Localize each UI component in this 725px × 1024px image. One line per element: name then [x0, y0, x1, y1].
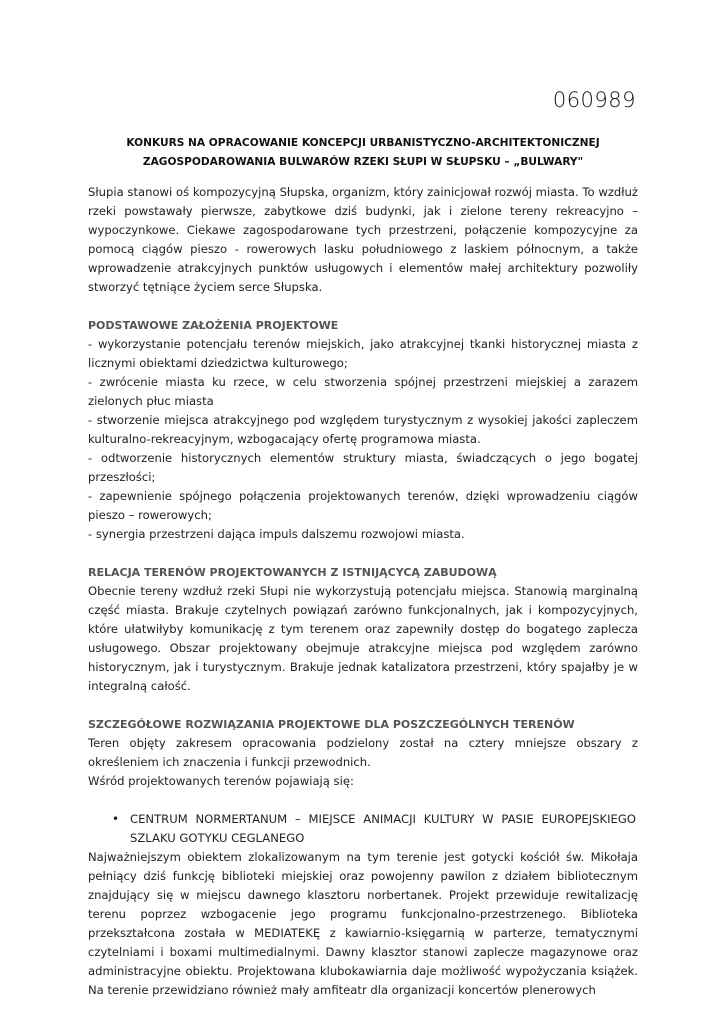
detailed-paragraph-2: Wśród projektowanych terenów pojawiają się: [88, 774, 354, 788]
intro-paragraph: Słupia stanowi oś kompozycyjną Słupska, organizm, który zainicjował rozwój miasta. To wzdłuż rzeki powstawały pierwsze, zabytkowe dziś budynki, jak i zielone tereny rekreacyjno – wypoczynkowe. Ciekawe zagospodarowane tych przestrzeni, połączenie kompozycyjne za pomocą ciągów pieszo - rowerowych lasku południowego z laskiem północnym, a także wprowadzenie atrakcyjnych punktów usługowych i elementów małej architektury pozwoliły stworzyć tętniące życiem serce Słupska. [88, 185, 638, 294]
relation-paragraph: Obecnie tereny wzdłuż rzeki Słupi nie wykorzystują potencjału miejsca. Stanowią marginalną część miasta. Brakuje czytelnych powiązań zarówno funkcjonalnych, jak i kompozycyjnych, które ułatwiłyby komunikację z tym terenem oraz zapewniły dostęp do bogatego zaplecza usługowego. Obszar projektowany obejmuje atrakcyjne miejsca pod względem zarówno historycznym, jak i turystycznym. Brakuje jednak katalizatora przestrzeni, który spajałby je w integralną całość. [88, 584, 638, 693]
detailed-paragraph-1: Teren objęty zakresem opracowania podzielony został na cztery mniejsze obszary z określeniem ich znaczenia i funkcji przewodnich. [88, 736, 638, 769]
spacer [88, 544, 638, 563]
spacer [88, 297, 638, 316]
spacer [88, 791, 638, 810]
assumption-item: - zwrócenie miasta ku rzece, w celu stworzenia spójnej przestrzeni miejskiej a zarazem zielonych płuc miasta [88, 375, 638, 408]
assumption-item: - odtworzenie historycznych elementów struktury miasta, świadczących o jego bogatej przeszłości; [88, 451, 638, 484]
assumption-item: - synergia przestrzeni dająca impuls dalszemu rozwojowi miasta. [88, 527, 465, 541]
document-number: 060989 [552, 88, 636, 112]
section-heading-detailed: SZCZEGÓŁOWE ROZWIĄZANIA PROJEKTOWE DLA POSZCZEGÓLNYCH TERENÓW [88, 718, 575, 731]
assumption-item: - stworzenie miejsca atrakcyjnego pod względem turystycznym z wysokiej jakości zapleczem kulturalno-rekreacyjnym, wzbogacający ofertę programowa miasta. [88, 413, 638, 446]
title-line-1: KONKURS NA OPRACOWANIE KONCEPCJI URBANISTYCZNO-ARCHITEKTONICZNEJ [126, 137, 600, 149]
section-heading-relation: RELACJA TERENÓW PROJEKTOWANYCH Z ISTNIJĄCYCĄ ZABUDOWĄ [88, 566, 497, 579]
spacer [88, 696, 638, 715]
section-heading-assumptions: PODSTAWOWE ZAŁOŻENIA PROJEKTOWE [88, 319, 339, 332]
document-body [88, 183, 638, 1000]
title-line-2: ZAGOSPODAROWANIA BULWARÓW RZEKI SŁUPI W SŁUPSKU – „BULWARY" [142, 156, 584, 168]
document-title [88, 134, 638, 172]
bullet-icon [88, 810, 130, 829]
assumption-item: - wykorzystanie potencjału terenów miejskich, jako atrakcyjnej tkanki historycznej miasta z licznymi obiektami dziedzictwa kulturowego; [88, 337, 638, 370]
detailed-paragraph-3: Najważniejszym obiektem zlokalizowanym na tym terenie jest gotycki kościół św. Mikołaja pełniący dziś funkcję biblioteki miejskiej oraz powojenny pawilon z działem bibliotecznym znajdujący się w miejscu dawnego klasztoru norbertanek. Projekt przewiduje rewitalizację terenu poprzez wzbogacenie jego programu funkcjonalno-przestrzenego. Biblioteka przekształcona została w MEDIATEKĘ z kawiarnio-księgarnią w parterze, tematycznymi czytelniami i boxami multimedialnymi. Dawny klasztor stanowi zaplecze magazynowe oraz administracyjne obiektu. Projektowana klubokawiarnia daje możliwość wypożyczania książek. Na terenie przewidziano również mały amfiteatr dla organizacji koncertów plenerowych [88, 850, 638, 997]
bullet-item [88, 810, 638, 848]
assumption-item: - zapewnienie spójnego połączenia projektowanych terenów, dzięki wprowadzeniu ciągów pieszo – rowerowych; [88, 489, 638, 522]
bullet-text: CENTRUM NORMERTANUM – MIEJSCE ANIMACJI KULTURY W PASIE EUROPEJSKIEGO SZLAKU GOTYKU CEGLANEGO [130, 812, 636, 845]
